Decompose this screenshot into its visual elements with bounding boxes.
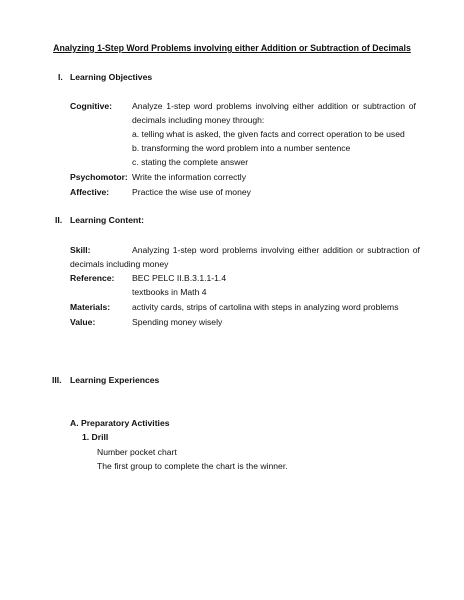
section-heading-objectives: Learning Objectives [70, 72, 153, 82]
section-heading-experiences: Learning Experiences [70, 375, 160, 385]
section-numeral-content: II. [55, 215, 63, 225]
section-numeral-objectives: I. [58, 72, 63, 82]
cognitive-item-b: b. transforming the word problem into a number sentence [132, 143, 351, 153]
cognitive-line-2: decimals including money through: [132, 115, 265, 125]
affective-label: Affective: [70, 187, 110, 197]
skill-label: Skill: [70, 245, 91, 255]
subheading-preparatory-activities: A. Preparatory Activities [70, 418, 170, 428]
drill-line-1: Number pocket chart [97, 447, 177, 457]
cognitive-item-c: c. stating the complete answer [132, 157, 249, 167]
skill-line-2: decimals including money [70, 259, 169, 269]
reference-line-1: BEC PELC II.B.3.1.1-1.4 [132, 273, 227, 283]
psychomotor-label: Psychomotor: [70, 172, 128, 182]
drill-line-2: The first group to complete the chart is the winner. [97, 461, 288, 471]
skill-line-1: Analyzing 1-step word problems involving either addition or subtraction of [132, 245, 420, 255]
reference-label: Reference: [70, 273, 115, 283]
psychomotor-text: Write the information correctly [132, 172, 246, 182]
materials-text: activity cards, strips of cartolina with steps in analyzing word problems [132, 302, 399, 312]
cognitive-line-1: Analyze 1-step word problems involving either addition or subtraction of [132, 101, 416, 111]
value-text: Spending money wisely [132, 317, 223, 327]
section-numeral-experiences: III. [52, 375, 62, 385]
cognitive-item-a: a. telling what is asked, the given facts and correct operation to be used [132, 129, 405, 139]
materials-label: Materials: [70, 302, 111, 312]
affective-text: Practice the wise use of money [132, 187, 251, 197]
value-label: Value: [70, 317, 96, 327]
document-title: Analyzing 1-Step Word Problems involving either Addition or Subtraction of Decimals [53, 43, 411, 53]
cognitive-label: Cognitive: [70, 101, 113, 111]
subheading-drill: 1. Drill [82, 432, 109, 442]
reference-line-2: textbooks in Math 4 [132, 287, 207, 297]
section-heading-content: Learning Content: [70, 215, 144, 225]
